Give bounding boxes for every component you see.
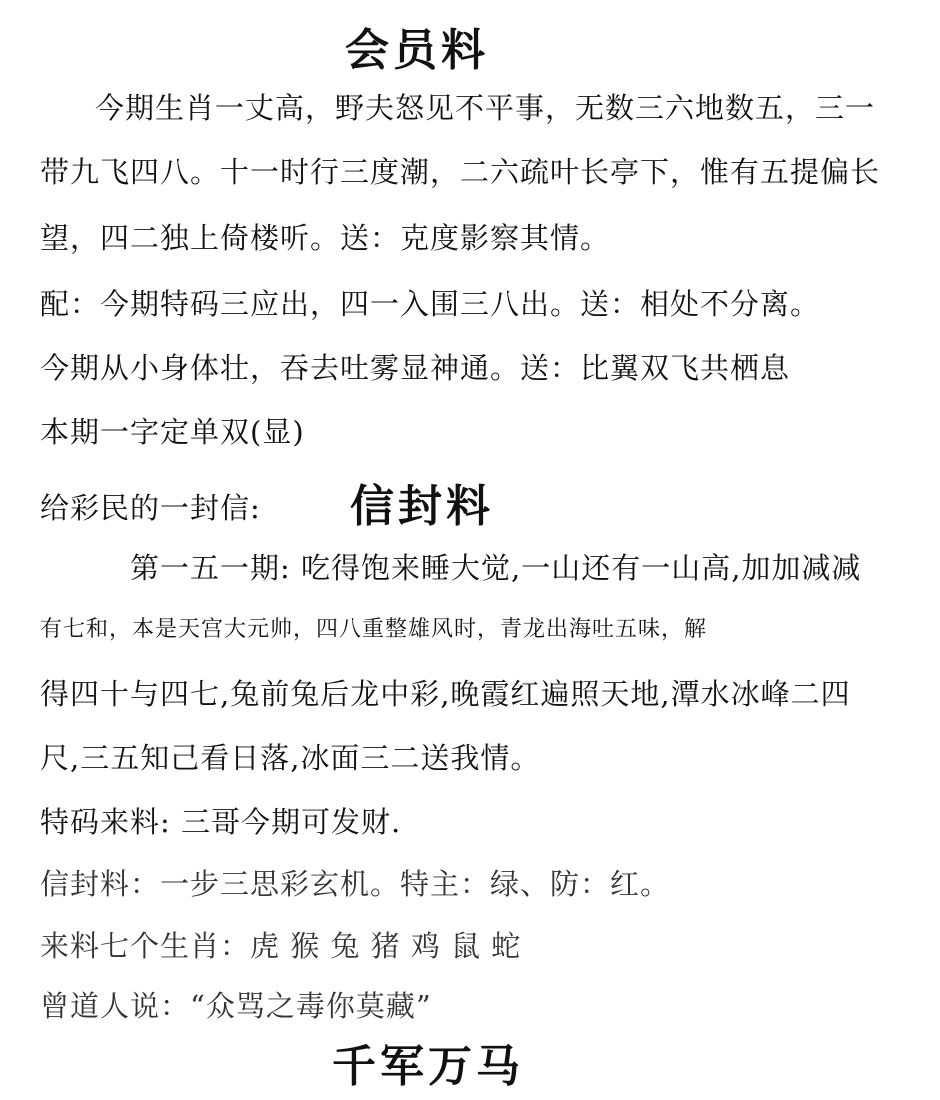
zengdao-line: 曾道人说：“众骂之毒你莫藏” [40, 989, 432, 1023]
letter-line-2: 有七和，本是天宫大元帅，四八重整雄风时，青龙出海吐五味，解 [40, 617, 708, 642]
section1-line-1: 今期生肖一丈高，野夫怒见不平事，无数三六地数五，三一 [95, 91, 876, 125]
laoliao-line: 来料七个生肖：虎 猴 兔 猪 鸡 鼠 蛇 [40, 929, 522, 963]
tema-line: 特码来料: 三哥今期可发财. [40, 805, 402, 839]
title-bottom: 千军万马 [332, 1041, 524, 1092]
title-top: 会员料 [345, 25, 489, 76]
xinfeng-line: 信封料：一步三思彩玄机。特主：绿、防：红。 [40, 867, 671, 901]
letter-line-1: 第一五一期: 吃得饱来睡大觉,一山还有一山高,加加减减 [130, 551, 862, 585]
jinqi-line: 今期从小身体壮，吞去吐雾显神通。送：比翼双飞共栖息 [40, 351, 791, 385]
letter-line-3: 得四十与四七,兔前兔后龙中彩,晚霞红遍照天地,潭水冰峰二四 [40, 677, 851, 711]
letter-label: 给彩民的一封信: [40, 491, 261, 525]
section1-line-3: 望，四二独上倚楼听。送：克度影察其情。 [40, 221, 611, 255]
title-letter: 信封料 [350, 481, 494, 532]
letter-line-4: 尺,三五知己看日落,冰面三二送我情。 [40, 741, 541, 775]
benqi-line: 本期一字定单双(显) [40, 415, 305, 449]
pei-line: 配：今期特码三应出，四一入围三八出。送：相处不分离。 [40, 287, 821, 321]
section1-line-2: 带九飞四八。十一时行三度潮，二六疏叶长亭下，惟有五提偏长 [40, 155, 881, 189]
